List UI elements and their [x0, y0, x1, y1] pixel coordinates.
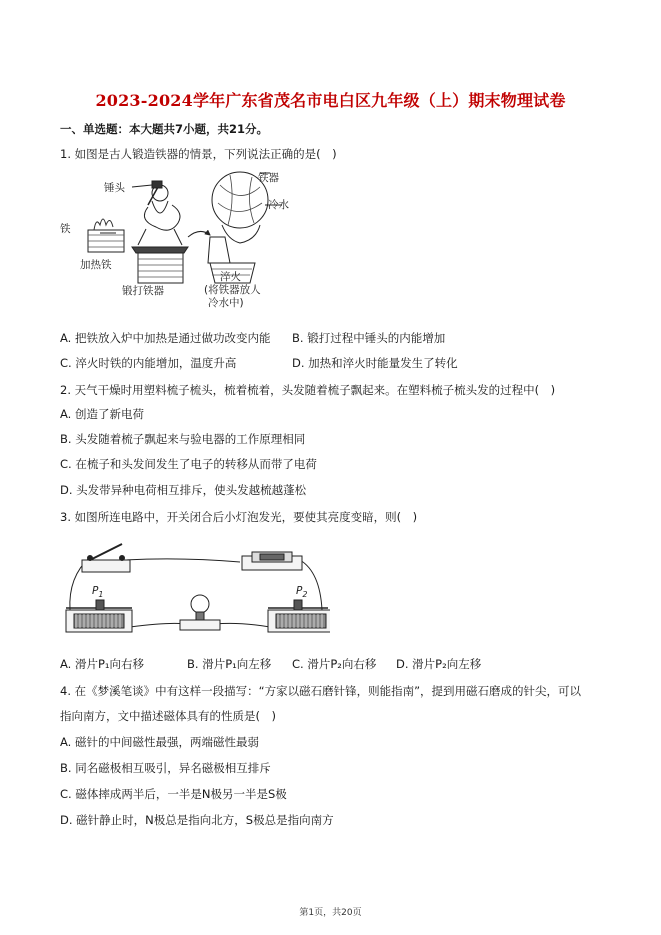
q3-option-b: B. 滑片P₁向左移 [187, 657, 272, 671]
q4-option-a: A. 磁针的中间磁性最强，两端磁性最弱 [60, 735, 259, 749]
exam-title: 2023-2024学年广东省茂名市电白区九年级（上）期末物理试卷 [95, 91, 566, 110]
q2-option-d: D. 头发带异种电荷相互排斥，使头发越梳越蓬松 [60, 483, 307, 497]
q4-stem-line2: 指向南方，文中描述磁体具有的性质是( ) [60, 709, 276, 723]
page-footer: 第1页，共20页 [299, 908, 362, 918]
q2-stem: 2. 天气干燥时用塑料梳子梳头，梳着梳着，头发随着梳子飘起来。在塑料梳子梳头发的过程中( ) [60, 383, 556, 397]
q1-forging-figure [60, 165, 300, 310]
forging-illustration [60, 165, 300, 310]
q4-option-c: C. 磁体摔成两半后，一半是N极另一半是S极 [60, 787, 287, 801]
section-heading: 一、单选题：本大题共7小题，共21分。 [60, 122, 269, 136]
q3-circuit-figure [60, 532, 330, 647]
q1-option-b: B. 锻打过程中锤头的内能增加 [292, 331, 446, 345]
label-cold-water: 冷水 [268, 199, 289, 211]
label-hammer: 锤头 [104, 182, 125, 194]
q1-stem: 1. 如图是古人锻造铁器的情景，下列说法正确的是( ) [60, 147, 337, 161]
q2-option-a: A. 创造了新电荷 [60, 407, 144, 421]
q3-option-a: A. 滑片P₁向右移 [60, 657, 145, 671]
q1-option-a: A. 把铁放入炉中加热是通过做功改变内能 [60, 331, 271, 345]
label-iron: 铁 [60, 223, 71, 235]
q3-stem: 3. 如图所连电路中，开关闭合后小灯泡发光，要使其亮度变暗，则( ) [60, 510, 418, 524]
label-quench-note2: 冷水中) [208, 297, 244, 309]
q4-stem-line1: 4. 在《梦溪笔谈》中有这样一段描写：“方家以磁石磨针锋，则能指南”，提到用磁石磨成的针尖，可以 [60, 684, 582, 698]
q2-option-b: B. 头发随着梳子飘起来与验电器的工作原理相同 [60, 432, 306, 446]
q1-option-d: D. 加热和淬火时能量发生了转化 [292, 356, 458, 370]
label-forging: 锻打铁器 [122, 285, 164, 297]
q3-option-d: D. 滑片P₂向左移 [396, 657, 482, 671]
q2-option-c: C. 在梳子和头发间发生了电子的转移从而带了电荷 [60, 457, 317, 471]
q4-option-b: B. 同名磁极相互吸引，异名磁极相互排斥 [60, 761, 271, 775]
label-quench: 淬火 [220, 271, 241, 283]
label-p1: $P_1$ [92, 585, 104, 600]
q1-option-c: C. 淬火时铁的内能增加，温度升高 [60, 356, 237, 370]
q3-option-c: C. 滑片P₂向右移 [292, 657, 377, 671]
label-iron-tool: 铁器 [258, 172, 279, 184]
q4-option-d: D. 磁针静止时，N极总是指向北方，S极总是指向南方 [60, 813, 334, 827]
label-p2: $P_2$ [296, 585, 308, 600]
label-heating: 加热铁 [80, 259, 112, 271]
label-quench-note: (将铁器放人 [204, 284, 261, 296]
